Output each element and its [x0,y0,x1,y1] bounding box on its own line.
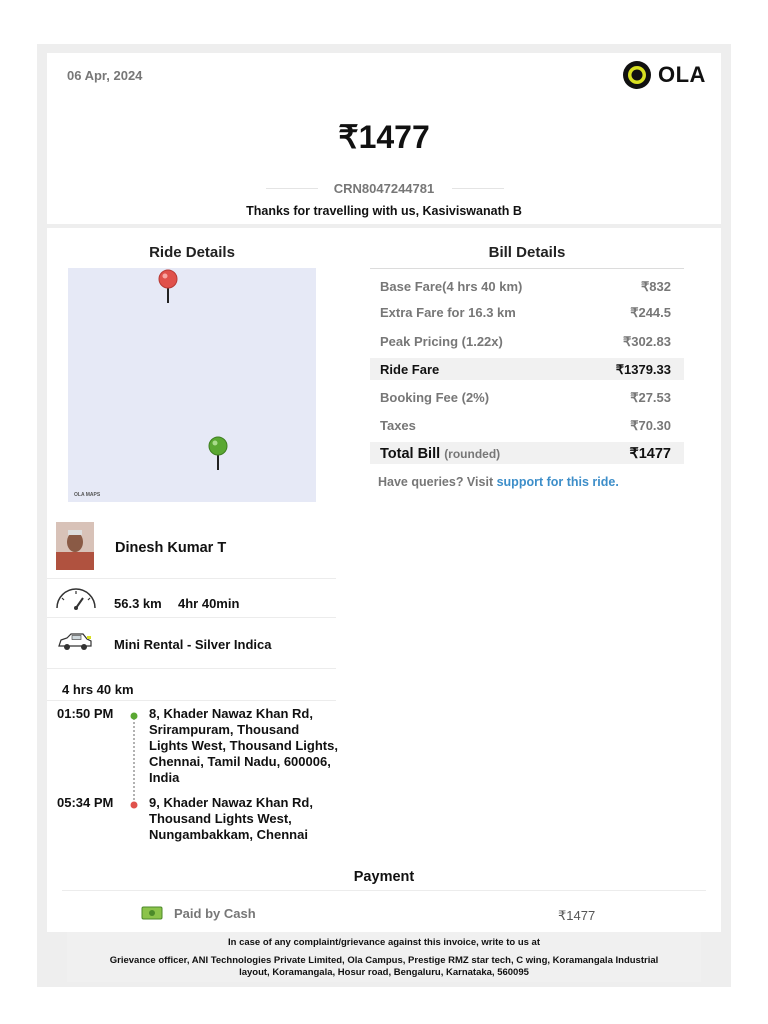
ride-details-title: Ride Details [149,244,235,261]
driver-photo-icon [56,522,94,570]
payment-title: Payment [353,869,415,885]
ola-logo-icon [622,60,652,90]
thanks-message: Thanks for travelling with us, Kasiviswanath B [246,204,522,218]
bill-row-label: Peak Pricing (1.22x) [380,334,503,349]
pickup-pin-icon [206,435,230,473]
route-timeline [128,710,140,812]
bill-row-label: Ride Fare [380,362,440,377]
total-note: (rounded) [444,447,501,461]
drop-pin-icon [156,268,180,306]
invoice-date: 06 Apr, 2024 [67,68,143,83]
route-map [68,268,316,502]
bill-row [370,414,684,436]
bill-row-value: ₹27.53 [630,390,671,405]
bill-row-label: Taxes [380,418,416,433]
total-label: Total Bill [380,446,441,462]
vehicle-type: Mini Rental - Silver Indica [114,637,272,652]
bill-row [370,330,684,352]
divider [47,617,336,618]
support-queries [378,475,619,489]
divider [47,578,336,579]
bill-details-title: Bill Details [488,244,566,261]
bill-row-value: ₹832 [641,279,671,294]
divider [47,668,336,669]
bill-row-ride-fare [370,358,684,380]
total-value: ₹1477 [629,446,671,462]
map-watermark: OLA MAPS [74,492,101,498]
ola-logo [622,60,706,90]
ride-duration: 4hr 40min [178,596,240,611]
driver-avatar [56,522,94,570]
support-link[interactable]: support for this ride. [496,475,619,489]
drop-dot-icon [131,802,138,809]
divider [62,890,706,891]
bill-row-value: ₹1379.33 [615,362,671,377]
divider [47,700,336,701]
grievance-footer [67,932,701,982]
drop-address: 9, Khader Nawaz Khan Rd, Thousand Lights West, Nungambakkam, Chennai [149,795,313,842]
pickup-dot-icon [131,713,138,720]
bill-row-total [370,442,684,464]
bill-row-label: Base Fare(4 hrs 40 km) [380,279,523,294]
pickup-time: 01:50 PM [57,706,114,721]
speedometer-icon [55,588,97,610]
bill-row-value: ₹70.30 [630,418,671,433]
driver-name: Dinesh Kumar T [115,540,227,556]
bill-row [370,275,684,297]
payment-amount: ₹1477 [558,908,596,923]
ola-logo-text: OLA [658,62,706,87]
footer-line-1: In case of any complaint/grievance against this invoice, write to us at [227,937,540,948]
bill-row-value: ₹244.5 [630,305,671,320]
crn-number: CRN8047244781 [333,181,435,196]
bill-row-label: Extra Fare for 16.3 km [380,305,516,320]
ride-distance: 56.3 km [114,596,162,611]
footer-line-2: Grievance officer, ANI Technologies Private Limited, Ola Campus, Prestige RMZ star tech, C wing, Koramangala Industrial layout, Koramangala, Hosur road, Bengaluru, Karnataka, 560095 [109,955,659,978]
total-amount: ₹1477 [338,119,430,155]
bill-row [370,301,684,323]
payment-method: Paid by Cash [174,906,256,921]
cash-icon [141,906,163,920]
bill-row-value: ₹302.83 [622,334,671,349]
pickup-address: 8, Khader Nawaz Khan Rd, Srirampuram, Thousand Lights West, Thousand Lights, Chennai, Tamil Nadu, 600006, India [149,706,338,785]
drop-time: 05:34 PM [57,795,114,810]
bill-row [370,386,684,408]
divider [370,268,684,269]
queries-text: Have queries? Visit [378,475,494,489]
rental-package: 4 hrs 40 km [62,682,134,697]
car-icon [57,632,93,652]
bill-row-label: Booking Fee (2%) [380,390,490,405]
